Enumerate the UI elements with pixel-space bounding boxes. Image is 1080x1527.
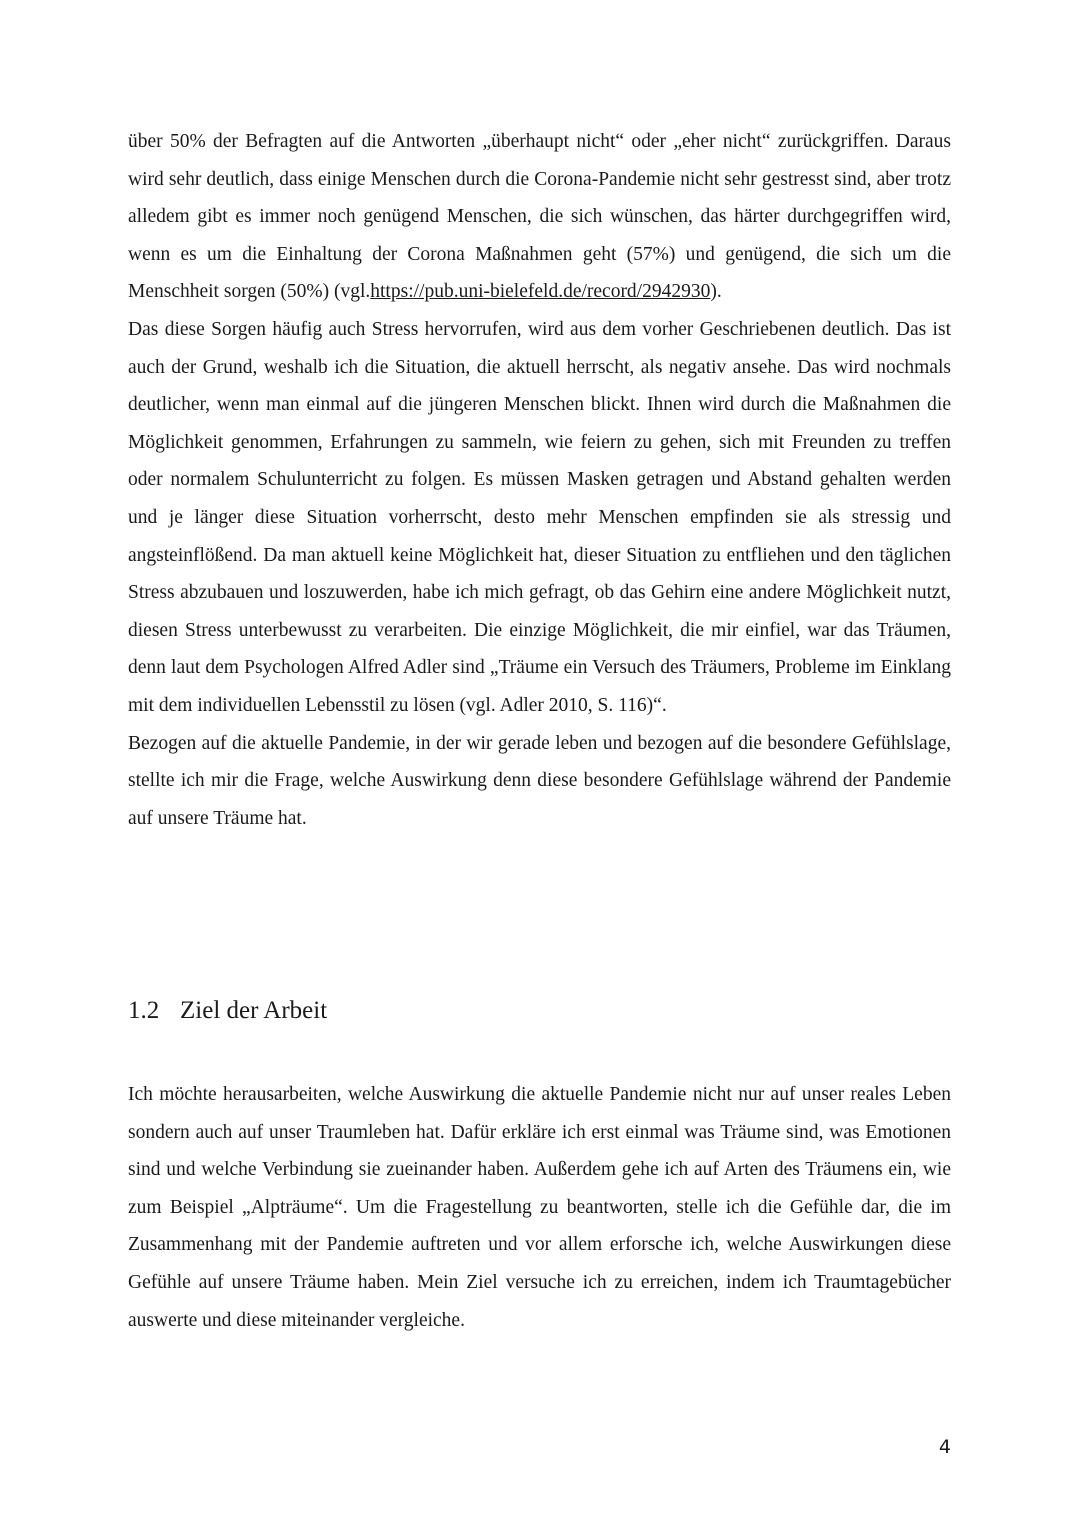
paragraph-text: über 50% der Befragten auf die Antworten „überhaupt nicht“ oder „eher nicht“ zurückgriffen. Daraus wird sehr deutlich, dass einige Menschen durch die Corona-Pandemie nicht sehr gestresst sind, aber trotz alledem gibt es immer noch genügend Menschen, die sich wünschen, das härter durchgegriffen wird, wenn es um die Einhaltung der Corona Maßnahmen geht (57%) und genügend, die sich um die Menschheit sorgen (50%) (vgl.: [128, 131, 951, 303]
source-link[interactable]: https://pub.uni-bielefeld.de/record/2942930: [370, 281, 711, 303]
intro-text-block: [128, 123, 951, 837]
page-number: 4: [938, 1436, 951, 1458]
section-title: Ziel der Arbeit: [180, 997, 328, 1024]
paragraph-stress: Das diese Sorgen häufig auch Stress hervorrufen, wird aus dem vorher Geschriebenen deutlich. Das ist auch der Grund, weshalb ich die Situation, die aktuell herrscht, als negativ ansehe. Das wird nochmals deutlicher, wenn man einmal auf die jüngeren Menschen blickt. Ihnen wird durch die Maßnahmen die Möglichkeit genommen, Erfahrungen zu sammeln, wie feiern zu gehen, sich mit Freunden zu treffen oder normalem Schulunterricht zu folgen. Es müssen Masken getragen und Abstand gehalten werden und je länger diese Situation vorherrscht, desto mehr Menschen empfinden sie als stressig und angsteinflößend. Da man aktuell keine Möglichkeit hat, dieser Situation zu entfliehen und den täglichen Stress abzubauen und loszuwerden, habe ich mich gefragt, ob das Gehirn eine andere Möglichkeit nutzt, diesen Stress unterbewusst zu verarbeiten. Die einzige Möglichkeit, die mir einfiel, war das Träumen, denn laut dem Psychologen Alfred Adler sind „Träume ein Versuch des Träumers, Probleme im Einklang mit dem individuellen Lebensstil zu lösen (vgl. Adler 2010, S. 116)“.: [128, 318, 951, 716]
goal-text-block: [128, 1076, 951, 1339]
paragraph-text-end: ).: [710, 281, 722, 303]
paragraph-goal: Ich möchte herausarbeiten, welche Auswirkung die aktuelle Pandemie nicht nur auf unser reales Leben sondern auch auf unser Traumleben hat. Dafür erkläre ich erst einmal was Träume sind, was Emotionen sind und welche Verbindung sie zueinander haben. Außerdem gehe ich auf Arten des Träumens ein, wie zum Beispiel „Alpträume“. Um die Fragestellung zu beantworten, stelle ich die Gefühle dar, die im Zusammenhang mit der Pandemie auftreten und vor allem erforsche ich, welche Auswirkungen diese Gefühle auf unsere Träume haben. Mein Ziel versuche ich zu erreichen, indem ich Traumtagebücher auswerte und diese miteinander vergleiche.: [128, 1084, 951, 1331]
paragraph-survey-results: [128, 123, 951, 311]
section-number: 1.2: [128, 997, 160, 1024]
section-heading: [128, 993, 327, 1029]
paragraph-question: Bezogen auf die aktuelle Pandemie, in der wir gerade leben und bezogen auf die besondere Gefühlslage, stellte ich mir die Frage, welche Auswirkung denn diese besondere Gefühlslage während der Pandemie auf unsere Träume hat.: [128, 732, 951, 829]
